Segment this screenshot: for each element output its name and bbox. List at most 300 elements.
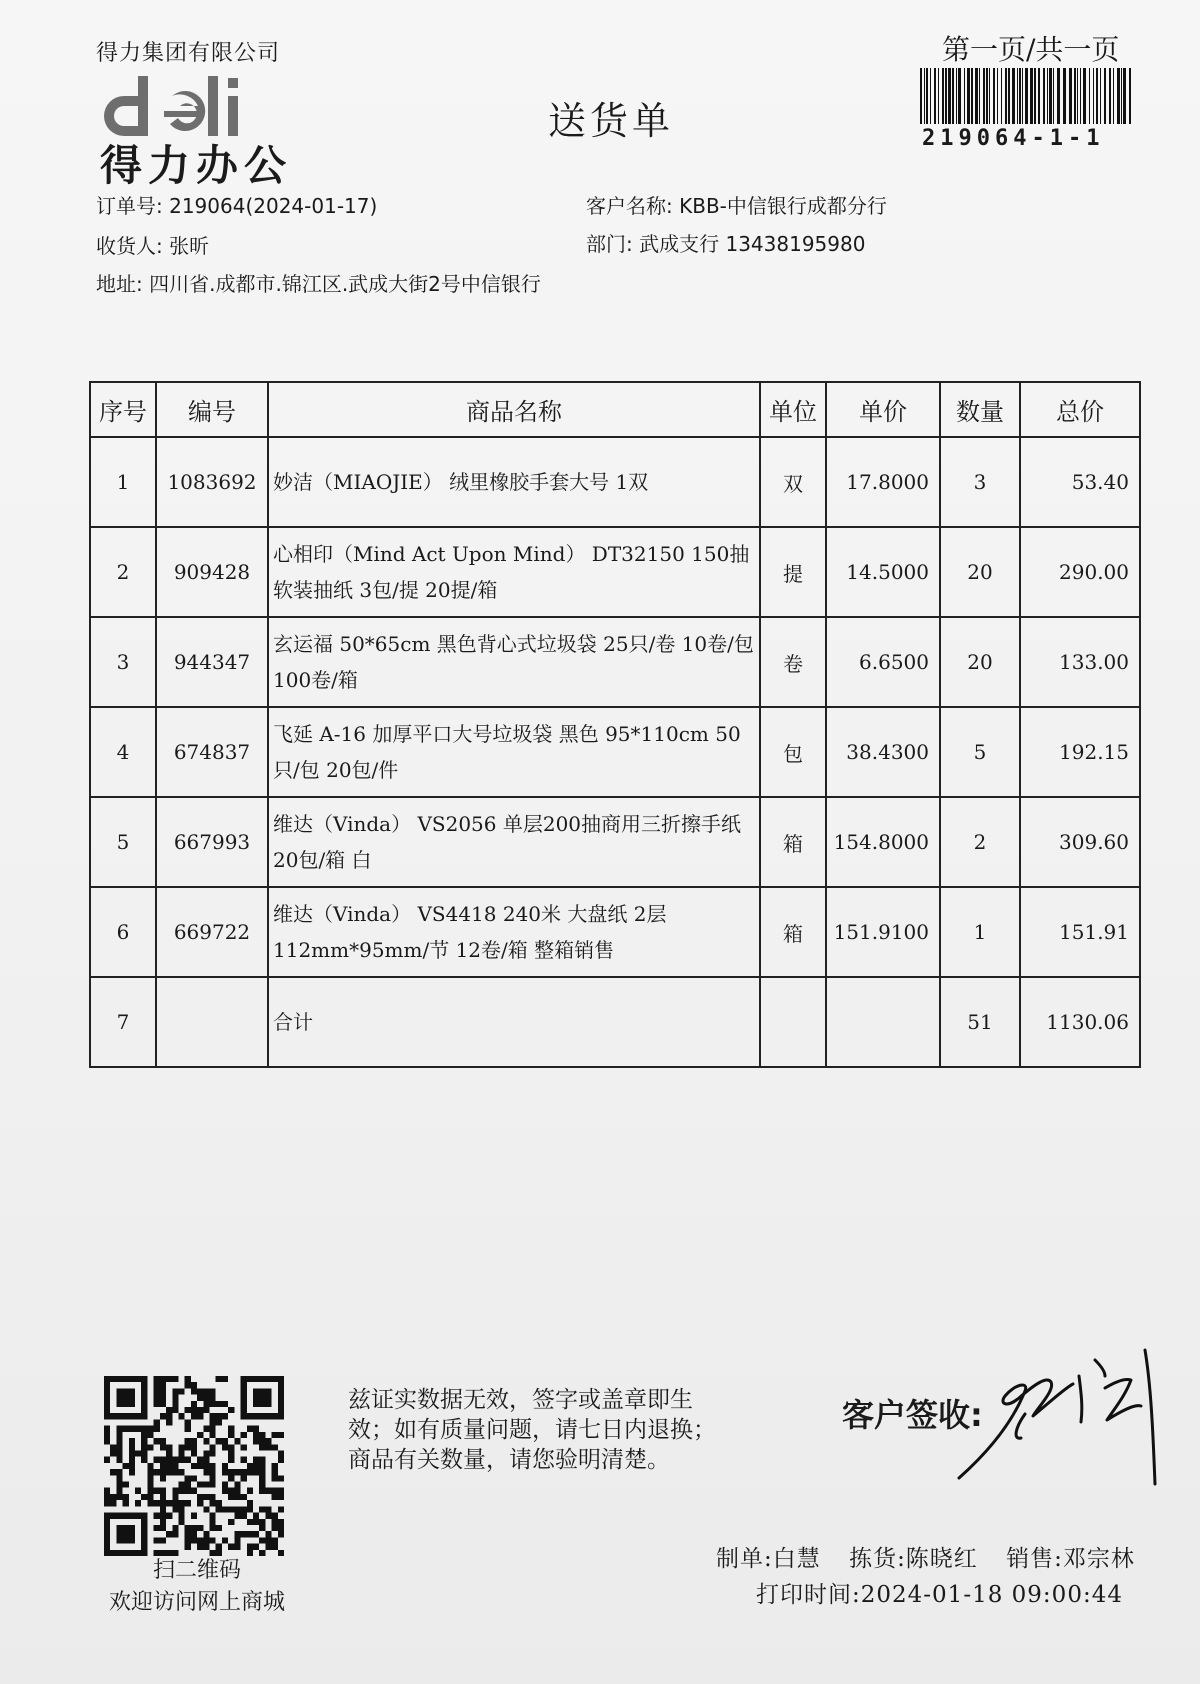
cell-unit: 提: [760, 527, 826, 617]
qr-module: [166, 1500, 172, 1506]
qr-module: [160, 1457, 166, 1463]
cell-unit-price: [826, 977, 940, 1067]
qr-caption-line-1: 扫二维码: [152, 1558, 241, 1583]
order-number: [96, 190, 377, 219]
qr-module: [166, 1376, 172, 1382]
qr-module: [166, 1531, 172, 1537]
cell-unit-price: 154.8000: [826, 797, 940, 887]
qr-module: [135, 1413, 141, 1419]
cell-total: 290.00: [1020, 527, 1140, 617]
barcode-bar: [971, 68, 973, 124]
qr-module: [203, 1506, 209, 1512]
qr-module: [129, 1388, 135, 1394]
qr-module: [154, 1426, 160, 1432]
qr-module: [228, 1506, 234, 1512]
qr-module: [154, 1382, 160, 1388]
qr-module: [222, 1401, 228, 1407]
notice-line-1: 兹证实数据无效，签字或盖章即生: [348, 1387, 693, 1413]
qr-module: [197, 1463, 203, 1469]
qr-module: [129, 1513, 135, 1519]
department: [586, 228, 865, 257]
cell-code: 909428: [156, 527, 268, 617]
receiver-label: 收货人:: [96, 234, 163, 258]
barcode-bar: [1053, 68, 1054, 124]
qr-module: [110, 1413, 116, 1419]
barcode-bar: [1034, 68, 1036, 124]
qr-module: [160, 1500, 166, 1506]
qr-module: [210, 1413, 216, 1419]
qr-module: [160, 1413, 166, 1419]
qr-module: [203, 1469, 209, 1475]
qr-module: [172, 1401, 178, 1407]
qr-module: [116, 1457, 122, 1463]
cell-total-label: 合计: [268, 977, 760, 1067]
qr-module: [154, 1488, 160, 1494]
barcode-number: 219064-1-1: [922, 126, 1105, 151]
qr-module: [141, 1395, 147, 1401]
barcode-bar: [1008, 68, 1010, 124]
qr-module: [241, 1469, 247, 1475]
qr-module: [191, 1438, 197, 1444]
qr-module: [247, 1500, 253, 1506]
cell-grand-total: 1130.06: [1020, 977, 1140, 1067]
qr-module: [203, 1531, 209, 1537]
qr-module: [253, 1432, 259, 1438]
qr-module: [203, 1450, 209, 1456]
qr-module: [210, 1450, 216, 1456]
qr-module: [247, 1544, 253, 1550]
cell-quantity: 2: [940, 797, 1020, 887]
qr-module: [241, 1432, 247, 1438]
qr-module: [216, 1413, 222, 1419]
qr-module: [160, 1444, 166, 1450]
qr-caption-line-2: 欢迎访问网上商城: [108, 1590, 285, 1615]
qr-module: [123, 1413, 129, 1419]
page-indicator: 第一页/共一页: [942, 33, 1120, 66]
barcode-bar: [1117, 68, 1120, 124]
barcode-bar: [952, 68, 954, 124]
qr-module: [253, 1413, 259, 1419]
qr-module: [228, 1426, 234, 1432]
barcode-bar: [1043, 68, 1045, 124]
qr-module: [160, 1494, 166, 1500]
qr-module: [253, 1513, 259, 1519]
qr-module: [228, 1544, 234, 1550]
qr-module: [259, 1475, 265, 1481]
qr-module: [116, 1494, 122, 1500]
qr-module: [278, 1531, 284, 1537]
barcode-bar: [1017, 68, 1018, 124]
order-value: 219064(2024-01-17): [169, 194, 378, 218]
qr-module: [178, 1457, 184, 1463]
qr-module: [116, 1395, 122, 1401]
qr-module: [147, 1494, 153, 1500]
qr-module: [272, 1494, 278, 1500]
qr-module: [123, 1525, 129, 1531]
header-code: 编号: [156, 382, 268, 437]
barcode-bar: [1100, 68, 1101, 124]
qr-module: [104, 1525, 110, 1531]
qr-module: [191, 1450, 197, 1456]
qr-module: [104, 1376, 110, 1382]
qr-module: [259, 1519, 265, 1525]
qr-module: [241, 1475, 247, 1481]
qr-module: [129, 1463, 135, 1469]
receiver: [96, 230, 209, 259]
cell-total: 133.00: [1020, 617, 1140, 707]
barcode-bar: [989, 68, 990, 124]
qr-module: [278, 1395, 284, 1401]
qr-module: [116, 1525, 122, 1531]
qr-module: [141, 1494, 147, 1500]
qr-module: [172, 1395, 178, 1401]
barcode-bar: [920, 68, 922, 124]
cell-total-quantity: 51: [940, 977, 1020, 1067]
qr-module: [191, 1401, 197, 1407]
barcode-bar: [942, 68, 944, 124]
qr-module: [147, 1463, 153, 1469]
qr-module: [259, 1376, 265, 1382]
qr-module: [104, 1519, 110, 1525]
qr-module: [191, 1531, 197, 1537]
qr-module: [160, 1506, 166, 1512]
qr-module: [166, 1413, 172, 1419]
cell-product-name: 维达（Vinda） VS2056 单层200抽商用三折擦手纸 20包/箱 白: [268, 797, 760, 887]
barcode-bar: [1121, 68, 1122, 124]
cell-unit: 包: [760, 707, 826, 797]
cell-code: [156, 977, 268, 1067]
qr-module: [241, 1407, 247, 1413]
barcode-bar: [1077, 68, 1078, 124]
qr-module: [191, 1463, 197, 1469]
qr-module: [154, 1388, 160, 1394]
qr-module: [228, 1407, 234, 1413]
barcode-bar: [1047, 68, 1048, 124]
qr-module: [141, 1382, 147, 1388]
qr-module: [265, 1544, 271, 1550]
qr-module: [104, 1531, 110, 1537]
qr-module: [203, 1494, 209, 1500]
qr-module: [278, 1519, 284, 1525]
barcode-bar: [926, 68, 928, 124]
qr-module: [210, 1513, 216, 1519]
qr-module: [166, 1513, 172, 1519]
qr-module: [203, 1463, 209, 1469]
qr-module: [241, 1506, 247, 1512]
qr-module: [203, 1388, 209, 1394]
qr-module: [234, 1506, 240, 1512]
qr-module: [116, 1444, 122, 1450]
qr-module: [222, 1444, 228, 1450]
print-time: 打印时间:2024-01-18 09:00:44: [756, 1582, 1123, 1608]
qr-module: [185, 1544, 191, 1550]
barcode-bar: [934, 68, 936, 124]
table-row: [90, 617, 1140, 707]
qr-module: [166, 1407, 172, 1413]
qr-module: [228, 1519, 234, 1525]
notice-line-2: 效；如有质量问题，请七日内退换；: [348, 1417, 716, 1443]
barcode-bar: [1080, 68, 1081, 124]
qr-module: [278, 1376, 284, 1382]
qr-module: [160, 1376, 166, 1382]
qr-module: [216, 1544, 222, 1550]
items-table: [89, 381, 1141, 1068]
qr-module: [110, 1444, 116, 1450]
qr-module: [141, 1388, 147, 1394]
qr-module: [160, 1401, 166, 1407]
qr-module: [259, 1395, 265, 1401]
qr-module: [259, 1444, 265, 1450]
qr-module: [210, 1469, 216, 1475]
qr-module: [222, 1413, 228, 1419]
cell-seq: 1: [90, 437, 156, 527]
qr-module: [135, 1376, 141, 1382]
qr-module: [178, 1519, 184, 1525]
barcode-bar: [948, 68, 951, 124]
qr-module: [123, 1395, 129, 1401]
barcode-bar: [1022, 68, 1023, 124]
qr-module: [191, 1382, 197, 1388]
qr-module: [234, 1469, 240, 1475]
qr-module: [228, 1475, 234, 1481]
brand-name-cn: 得力办公: [100, 141, 293, 190]
barcode-bar: [924, 68, 925, 124]
qr-module: [185, 1500, 191, 1506]
sales: 销售:邓宗林: [1006, 1546, 1135, 1572]
qr-module: [141, 1413, 147, 1419]
qr-module: [172, 1407, 178, 1413]
cell-code: 944347: [156, 617, 268, 707]
qr-module: [129, 1376, 135, 1382]
qr-module: [154, 1457, 160, 1463]
barcode-bar: [993, 68, 995, 124]
cell-code: 667993: [156, 797, 268, 887]
table-row: [90, 707, 1140, 797]
qr-module: [147, 1426, 153, 1432]
qr-module: [241, 1494, 247, 1500]
qr-module: [197, 1413, 203, 1419]
qr-module: [160, 1519, 166, 1525]
company-name: 得力集团有限公司: [96, 41, 281, 66]
qr-module: [154, 1537, 160, 1543]
qr-module: [160, 1438, 166, 1444]
qr-module: [129, 1413, 135, 1419]
qr-module: [110, 1500, 116, 1506]
qr-module: [203, 1407, 209, 1413]
qr-module: [104, 1426, 110, 1432]
maker: 制单:白慧: [716, 1546, 821, 1572]
qr-module: [116, 1482, 122, 1488]
cell-quantity: 20: [940, 617, 1020, 707]
qr-module: [141, 1450, 147, 1456]
qr-module: [247, 1488, 253, 1494]
qr-module: [116, 1513, 122, 1519]
qr-module: [178, 1500, 184, 1506]
qr-module: [234, 1482, 240, 1488]
qr-module: [197, 1544, 203, 1550]
barcode-bar: [967, 68, 970, 124]
qr-module: [222, 1469, 228, 1475]
barcode-bar: [1057, 68, 1060, 124]
qr-module: [135, 1500, 141, 1506]
qr-code: [104, 1376, 284, 1556]
barcode-bar: [1001, 68, 1002, 124]
qr-module: [210, 1388, 216, 1394]
barcode-bar: [1049, 68, 1052, 124]
qr-module: [160, 1463, 166, 1469]
qr-module: [104, 1513, 110, 1519]
qr-module: [253, 1519, 259, 1525]
qr-module: [110, 1494, 116, 1500]
qr-module: [178, 1482, 184, 1488]
qr-module: [129, 1395, 135, 1401]
qr-module: [178, 1413, 184, 1419]
qr-module: [241, 1382, 247, 1388]
qr-module: [278, 1475, 284, 1481]
qr-module: [135, 1426, 141, 1432]
cell-total: 53.40: [1020, 437, 1140, 527]
qr-module: [222, 1537, 228, 1543]
qr-module: [104, 1382, 110, 1388]
cell-quantity: 3: [940, 437, 1020, 527]
qr-module: [116, 1432, 122, 1438]
qr-module: [203, 1544, 209, 1550]
qr-module: [228, 1469, 234, 1475]
qr-module: [129, 1438, 135, 1444]
qr-module: [234, 1544, 240, 1550]
qr-module: [203, 1537, 209, 1543]
qr-module: [116, 1401, 122, 1407]
barcode: [920, 68, 1136, 124]
qr-module: [210, 1463, 216, 1469]
qr-module: [210, 1401, 216, 1407]
barcode-bar: [975, 68, 978, 124]
qr-module: [272, 1469, 278, 1475]
barcode-bar: [1123, 68, 1126, 124]
qr-module: [197, 1500, 203, 1506]
qr-module: [222, 1463, 228, 1469]
qr-module: [247, 1506, 253, 1512]
qr-module: [116, 1469, 122, 1475]
qr-module: [265, 1413, 271, 1419]
qr-module: [253, 1376, 259, 1382]
qr-module: [241, 1401, 247, 1407]
qr-module: [259, 1401, 265, 1407]
qr-module: [272, 1544, 278, 1550]
qr-module: [197, 1457, 203, 1463]
qr-module: [172, 1488, 178, 1494]
barcode-bar: [956, 68, 957, 124]
qr-module: [123, 1500, 129, 1506]
qr-module: [129, 1537, 135, 1543]
qr-module: [154, 1419, 160, 1425]
qr-module: [265, 1444, 271, 1450]
cell-product-name: 心相印（Mind Act Upon Mind） DT32150 150抽软装抽纸 3包/提 20提/箱: [268, 527, 760, 617]
customer-label: 客户名称:: [586, 194, 673, 218]
qr-module: [141, 1525, 147, 1531]
customer-value: KBB-中信银行成都分行: [679, 194, 887, 218]
qr-module: [123, 1513, 129, 1519]
qr-module: [197, 1482, 203, 1488]
qr-module: [104, 1457, 110, 1463]
cell-product-name: 维达（Vinda） VS4418 240米 大盘纸 2层 112mm*95mm/节 12卷/箱 整箱销售: [268, 887, 760, 977]
qr-module: [241, 1376, 247, 1382]
qr-module: [172, 1376, 178, 1382]
qr-module: [178, 1488, 184, 1494]
qr-module: [234, 1513, 240, 1519]
qr-module: [191, 1413, 197, 1419]
qr-module: [228, 1432, 234, 1438]
cell-code: 674837: [156, 707, 268, 797]
qr-module: [123, 1531, 129, 1537]
qr-module: [116, 1450, 122, 1456]
cell-product-name: 玄运福 50*65cm 黑色背心式垃圾袋 25只/卷 10卷/包 100卷/箱: [268, 617, 760, 707]
qr-module: [278, 1407, 284, 1413]
qr-module: [210, 1519, 216, 1525]
qr-module: [203, 1395, 209, 1401]
qr-module: [147, 1488, 153, 1494]
qr-module: [259, 1432, 265, 1438]
qr-module: [216, 1500, 222, 1506]
qr-module: [178, 1450, 184, 1456]
qr-module: [272, 1432, 278, 1438]
qr-module: [185, 1376, 191, 1382]
qr-module: [216, 1419, 222, 1425]
qr-module: [210, 1426, 216, 1432]
qr-module: [278, 1450, 284, 1456]
qr-module: [123, 1401, 129, 1407]
qr-module: [247, 1531, 253, 1537]
header-unit: 单位: [760, 382, 826, 437]
qr-module: [129, 1444, 135, 1450]
qr-module: [197, 1395, 203, 1401]
qr-module: [210, 1494, 216, 1500]
qr-module: [272, 1488, 278, 1494]
qr-module: [129, 1525, 135, 1531]
qr-module: [191, 1407, 197, 1413]
qr-module: [241, 1413, 247, 1419]
barcode-bar: [958, 68, 961, 124]
cell-unit-price: 6.6500: [826, 617, 940, 707]
qr-module: [259, 1438, 265, 1444]
customer-signature-label: 客户签收:: [842, 1396, 983, 1434]
qr-module: [234, 1438, 240, 1444]
cell-unit-price: 38.4300: [826, 707, 940, 797]
qr-module: [191, 1388, 197, 1394]
qr-module: [265, 1438, 271, 1444]
qr-module: [259, 1469, 265, 1475]
qr-module: [253, 1531, 259, 1537]
qr-module: [278, 1413, 284, 1419]
qr-module: [154, 1401, 160, 1407]
qr-module: [253, 1401, 259, 1407]
cell-unit: 箱: [760, 887, 826, 977]
cell-total: 192.15: [1020, 707, 1140, 797]
qr-module: [278, 1388, 284, 1394]
qr-module: [129, 1469, 135, 1475]
qr-module: [191, 1513, 197, 1519]
qr-module: [247, 1463, 253, 1469]
cell-unit: 箱: [760, 797, 826, 887]
qr-module: [222, 1482, 228, 1488]
table-header-row: [90, 382, 1140, 437]
qr-module: [234, 1531, 240, 1537]
qr-module: [259, 1413, 265, 1419]
qr-module: [253, 1544, 259, 1550]
qr-module: [104, 1413, 110, 1419]
cell-unit: 卷: [760, 617, 826, 707]
qr-module: [253, 1395, 259, 1401]
